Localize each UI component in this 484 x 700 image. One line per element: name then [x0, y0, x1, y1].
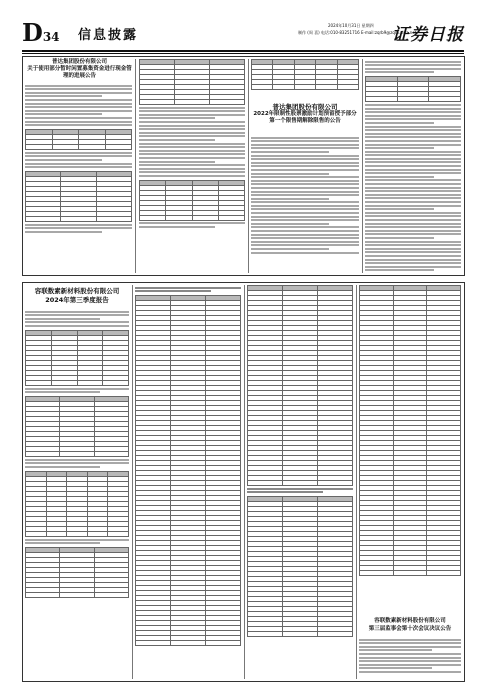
section-title: 信息披露 [78, 28, 139, 43]
top-announcement-block [22, 56, 465, 276]
article2-body-col2 [365, 59, 461, 271]
article3-income-statement [247, 285, 353, 677]
article1-company: 普达集团股份有限公司 [51, 59, 107, 65]
article1-title: 关于使用部分暂时闲置募集资金进行现金管理的进展公告 [27, 66, 132, 79]
article4-body [359, 637, 461, 677]
contact-line: 制作 (周 喜) 电话:010-83251716 E-mail:zqrb9@zqrb.sina.net [298, 30, 417, 35]
article3-balance-sheet [135, 285, 241, 677]
header-rule-thin [22, 53, 464, 54]
page-number: D34 [22, 18, 60, 47]
article4-title: 第三届监事会第十次会议决议公告 [368, 626, 452, 632]
page-header [22, 20, 464, 48]
article4-company: 容联数素新材料股份有限公司 [374, 618, 446, 624]
article2-body [251, 135, 359, 271]
bottom-announcement-block [22, 282, 465, 682]
article1-body-col2 [139, 59, 245, 271]
date-line: 2024年10月31日 星期四 [328, 23, 374, 28]
article3-cashflow-statement [359, 285, 461, 615]
article3-company: 容联数素新材料股份有限公司 [34, 287, 120, 295]
header-rule [22, 50, 464, 52]
masthead-logo: 证券日报 [392, 25, 464, 45]
article3-title: 2024年第三季度报告 [45, 296, 109, 304]
article1-body [25, 83, 132, 271]
article2-company: 普达集团股份有限公司 [272, 103, 338, 111]
article1-table-continued [251, 59, 359, 99]
article3-body [25, 309, 129, 677]
article2-title: 2022年限制性股票激励计划预留授予部分第一个限售期解除限售的公告 [253, 111, 357, 124]
